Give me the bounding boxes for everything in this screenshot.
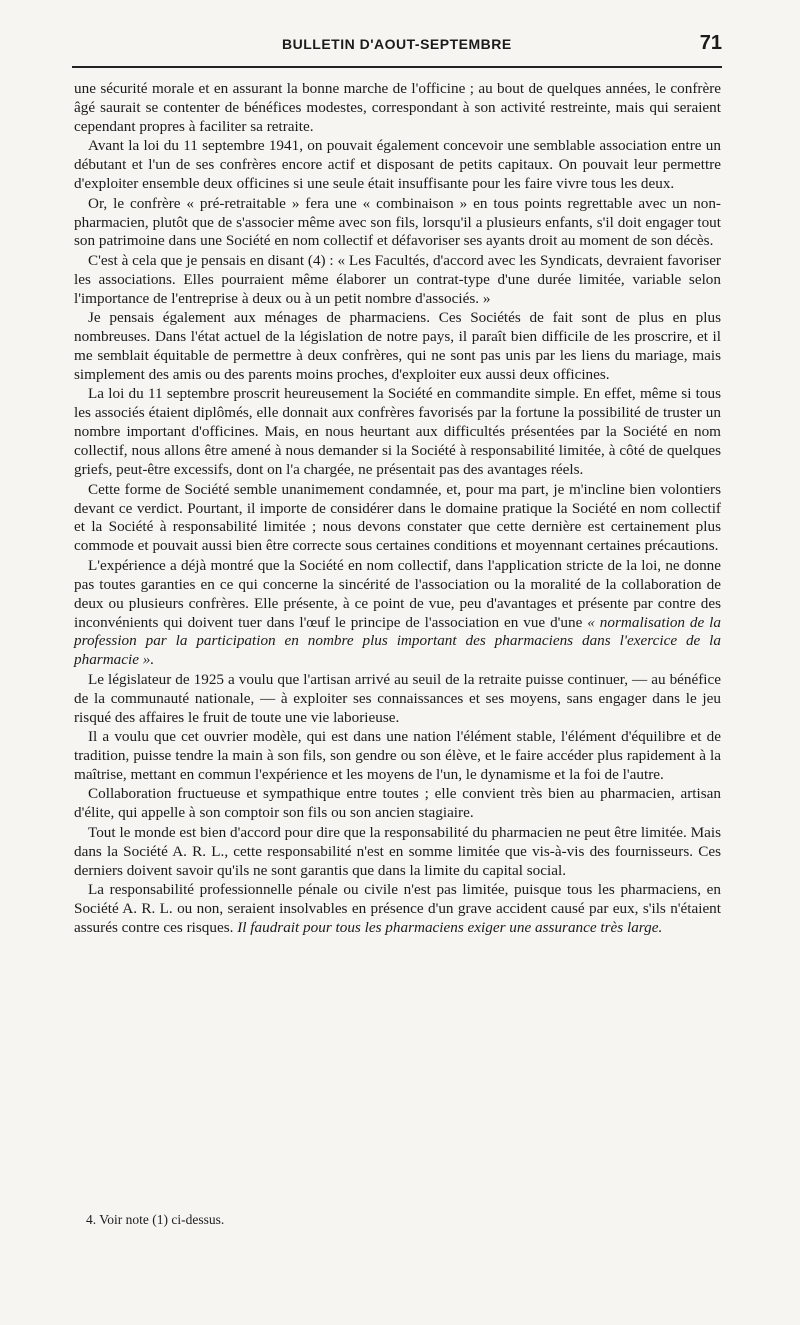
italic-quote: « normalisation de la profession par la participation en nombre plus important des pharmaciens dans l'exercice de la pharmacie ». <box>74 613 722 669</box>
paragraph: Tout le monde est bien d'accord pour dire que la responsabilité du pharmacien ne peut être limitée. Mais dans la Société A. R. L., cette responsabilité n'est en somme limitée que vis-à-vis des fournisseurs. Ces derniers doivent savoir qu'ils ne sont garantis que dans la limite du capital social. <box>74 823 721 879</box>
paragraph: Avant la loi du 11 septembre 1941, on pouvait également concevoir une semblable association entre un débutant et l'un de ses confrères encore actif et disposant de petits capitaux. On pouvait leur permettre d'exploiter ensemble deux officines si une seule était insuffisante pour les faire vivre tous les deux. <box>74 137 721 193</box>
running-title: BULLETIN D'AOUT-SEPTEMBRE <box>282 36 512 52</box>
paragraph-text: La responsabilité professionnelle pénale ou civile n'est pas limitée, puisque tous les pharmaciens, en Société A. R. L. ou non, seraient insolvables en présence d'un grave accident causé par eux, s'ils n'étaient assurés contre ces risques. <box>74 881 721 936</box>
body-text <box>74 80 721 939</box>
paragraph: Cette forme de Société semble unanimement condamnée, et, pour ma part, je m'incline bien volontiers devant ce verdict. Pourtant, il importe de considérer dans le domaine pratique la Société en nom collectif et la Société à responsabilité limitée ; nous devons constater que cette dernière est certainement plus commode et pouvait aussi bien être correcte sous certaines conditions et moyennant certaines précautions. <box>74 480 721 555</box>
paragraph: une sécurité morale et en assurant la bonne marche de l'officine ; au bout de quelques années, le confrère âgé saurait se contenter de bénéfices modestes, correspondant à son activité restreinte, mais qui seraient cependant propres à faciliter sa retraite. <box>74 80 721 135</box>
page-number: 71 <box>699 32 722 54</box>
italic-tail: Il faudrait pour tous les pharmaciens exiger une assurance très large. <box>237 919 663 936</box>
paragraph: La loi du 11 septembre proscrit heureusement la Société en commandite simple. En effet, même si tous les associés étaient diplômés, elle donnait aux confrères favorisés par la fortune la possibilité de truster un nombre important d'officines. Mais, en nous heurtant aux difficultés présentées par la Société en nom collectif, nous allons être amené à nous demander si la Société à responsabilité limitée, à côté de quelques griefs, peut-être excessifs, dont on l'a chargée, ne présentait pas des avantages réels. <box>74 385 721 479</box>
paragraph: Or, le confrère « pré-retraitable » fera une « combinaison » en tous points regrettable avec un non-pharmacien, plutôt que de s'associer même avec son fils, lorsqu'il a plusieurs enfants, s'il doit engager tout son patrimoine dans une Société en nom collectif et défavoriser ses ayants droit au moment de son décès. <box>74 194 721 250</box>
paragraph: Le législateur de 1925 a voulu que l'artisan arrivé au seuil de la retraite puisse continuer, — au bénéfice de la communauté nationale, — à exploiter ses connaissances et ses moyens, sans engager dans le jeu risqué des affaires le fruit de toute une vie laborieuse. <box>74 670 721 726</box>
paragraph-text: L'expérience a déjà montré que la Société en nom collectif, dans l'application stricte de la loi, ne donne pas toutes garanties en ce qui concerne la sincérité de l'association ou la moralité de la collaboration de deux ou plusieurs confrères. Elle présente, à ce point de vue, peu d'avantages et présente par contre des inconvénients qui doivent tuer dans l'œuf le principe de l'association en vue d'une <box>74 556 721 631</box>
paragraph-with-italic <box>74 881 721 938</box>
paragraph: Il a voulu que cet ouvrier modèle, qui est dans une nation l'élément stable, l'élément d'équilibre et de tradition, puisse tendre la main à son fils, son gendre ou son élève, et le faire accéder plus rapidement à la maîtrise, mettant en commun l'expérience et les moyens de l'un, le dynamisme et la foi de l'autre. <box>74 728 721 783</box>
paragraph: Je pensais également aux ménages de pharmaciens. Ces Sociétés de fait sont de plus en plus nombreuses. Dans l'état actuel de la législation de notre pays, il paraît bien difficile de les proscrire, et il me semblait équitable de permettre à deux confrères, qui ne sont pas unis par les liens du mariage, mais simplement des amis ou des parents moins proches, d'exploiter eux aussi deux officines. <box>74 309 721 383</box>
page-header <box>72 32 722 56</box>
header-rule <box>72 66 722 68</box>
footnote: 4. Voir note (1) ci-dessus. <box>86 1212 225 1227</box>
paragraph: Collaboration fructueuse et sympathique entre toutes ; elle convient très bien au pharmacien, artisan d'élite, qui appelle à son comptoir son fils ou son ancien stagiaire. <box>74 785 721 822</box>
paragraph: C'est à cela que je pensais en disant (4) : « Les Facultés, d'accord avec les Syndicats, devraient favoriser les associations. Elles pourraient même élaborer un contrat-type d'une durée limitée, variable selon l'importance de l'entreprise à deux ou à un petit nombre d'associés. » <box>74 251 721 307</box>
paragraph-with-quote <box>74 557 721 670</box>
